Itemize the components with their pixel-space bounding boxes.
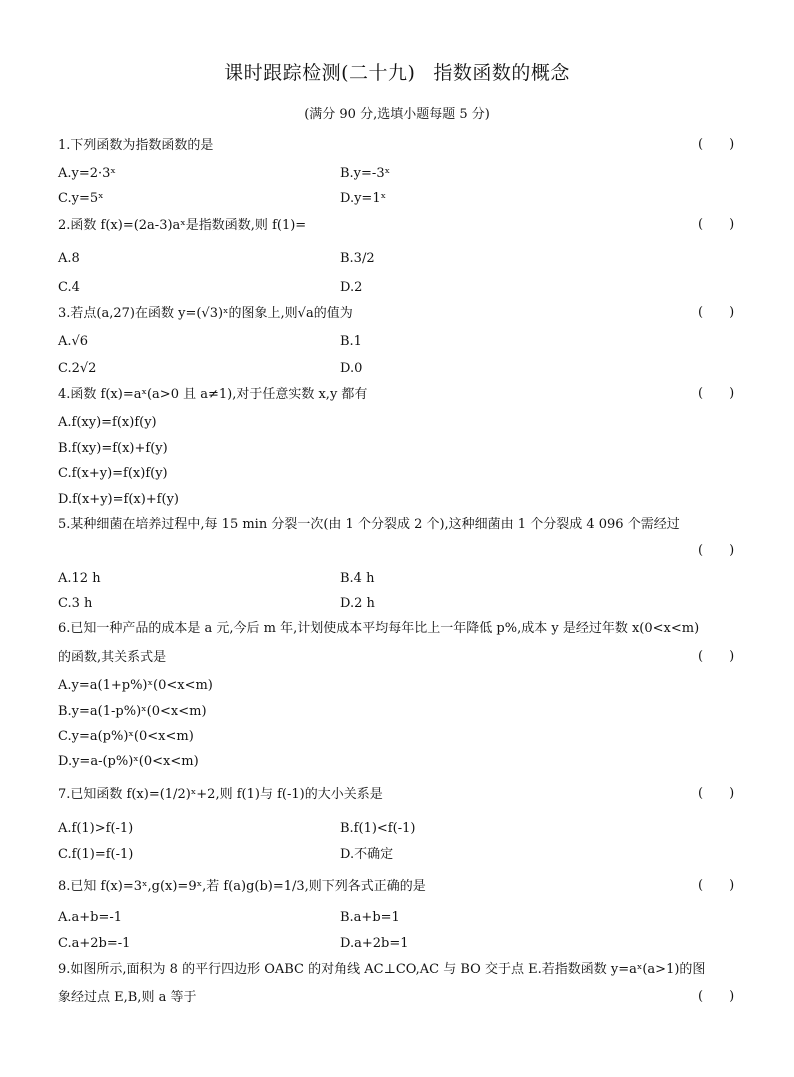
- q5-option-c: C.3 h: [58, 596, 93, 611]
- title-main: 课时跟踪检测(二十九): [224, 62, 416, 84]
- q3-option-b: B.1: [340, 334, 362, 349]
- q2-option-a: A.8: [58, 251, 80, 266]
- question-5-stem: 5.某种细菌在培养过程中,每 15 min 分裂一次(由 1 个分裂成 2 个),这种细菌由 1 个分裂成 4 096 个需经过: [58, 517, 680, 532]
- q3-option-d: D.0: [340, 361, 363, 376]
- question-2-stem: 2.函数 f(x)=(2a-3)aˣ是指数函数,则 f(1)=: [58, 218, 307, 233]
- q2-option-c: C.4: [58, 280, 80, 295]
- page-title: [0, 58, 794, 85]
- q6-option-c: C.y=a(p%)ˣ(0<x<m): [58, 729, 194, 744]
- q8-option-d: D.a+2b=1: [340, 936, 409, 951]
- q1-option-c: C.y=5ˣ: [58, 191, 104, 206]
- q7-option-c: C.f(1)=f(-1): [58, 847, 134, 862]
- q7-option-a: A.f(1)>f(-1): [58, 821, 134, 836]
- page-subtitle: (满分 90 分,选填小题每题 5 分): [304, 107, 490, 122]
- answer-paren-6: ( ): [698, 649, 735, 664]
- question-1-stem: 1.下列函数为指数函数的是: [58, 138, 214, 153]
- answer-paren-2: ( ): [698, 217, 735, 232]
- q1-option-d: D.y=1ˣ: [340, 191, 387, 206]
- q6-option-b: B.y=a(1-p%)ˣ(0<x<m): [58, 704, 207, 719]
- answer-paren-8: ( ): [698, 878, 735, 893]
- q3-option-c: C.2√2: [58, 361, 97, 376]
- question-6-stem-line1: 6.已知一种产品的成本是 a 元,今后 m 年,计划使成本平均每年比上一年降低 p%,成本 y 是经过年数 x(0<x<m): [58, 621, 700, 636]
- answer-paren-5: ( ): [698, 543, 735, 558]
- q7-option-b: B.f(1)<f(-1): [340, 821, 416, 836]
- answer-paren-7: ( ): [698, 786, 735, 801]
- question-4-stem: 4.函数 f(x)=aˣ(a>0 且 a≠1),对于任意实数 x,y 都有: [58, 387, 368, 402]
- q8-option-c: C.a+2b=-1: [58, 936, 131, 951]
- question-7-stem: 7.已知函数 f(x)=(1/2)ˣ+2,则 f(1)与 f(-1)的大小关系是: [58, 787, 383, 802]
- question-8-stem: 8.已知 f(x)=3ˣ,g(x)=9ˣ,若 f(a)g(b)=1/3,则下列各式正确的是: [58, 879, 426, 894]
- answer-paren-1: ( ): [698, 137, 735, 152]
- q8-option-a: A.a+b=-1: [58, 910, 123, 925]
- title-sub: 指数函数的概念: [433, 62, 570, 84]
- q8-option-b: B.a+b=1: [340, 910, 400, 925]
- q4-option-a: A.f(xy)=f(x)f(y): [58, 415, 157, 430]
- answer-paren-4: ( ): [698, 386, 735, 401]
- q6-option-d: D.y=a-(p%)ˣ(0<x<m): [58, 754, 199, 769]
- q1-option-a: A.y=2·3ˣ: [58, 166, 116, 181]
- answer-paren-9: ( ): [698, 989, 735, 1004]
- q2-option-d: D.2: [340, 280, 363, 295]
- q4-option-c: C.f(x+y)=f(x)f(y): [58, 466, 168, 481]
- question-9-stem-line1: 9.如图所示,面积为 8 的平行四边形 OABC 的对角线 AC⊥CO,AC 与 BO 交于点 E.若指数函数 y=aˣ(a>1)的图: [58, 962, 706, 977]
- q3-option-a: A.√6: [58, 334, 89, 349]
- q4-option-d: D.f(x+y)=f(x)+f(y): [58, 492, 179, 507]
- q5-option-d: D.2 h: [340, 596, 375, 611]
- q2-option-b: B.3/2: [340, 251, 375, 266]
- q7-option-d: D.不确定: [340, 847, 394, 862]
- q5-option-a: A.12 h: [58, 571, 101, 586]
- question-9-stem-line2: 象经过点 E,B,则 a 等于: [58, 990, 197, 1005]
- q6-option-a: A.y=a(1+p%)ˣ(0<x<m): [58, 678, 213, 693]
- q1-option-b: B.y=-3ˣ: [340, 166, 391, 181]
- answer-paren-3: ( ): [698, 305, 735, 320]
- question-6-stem-line2: 的函数,其关系式是: [58, 650, 167, 665]
- q5-option-b: B.4 h: [340, 571, 375, 586]
- q4-option-b: B.f(xy)=f(x)+f(y): [58, 441, 168, 456]
- question-3-stem: 3.若点(a,27)在函数 y=(√3)ˣ的图象上,则√a的值为: [58, 306, 353, 321]
